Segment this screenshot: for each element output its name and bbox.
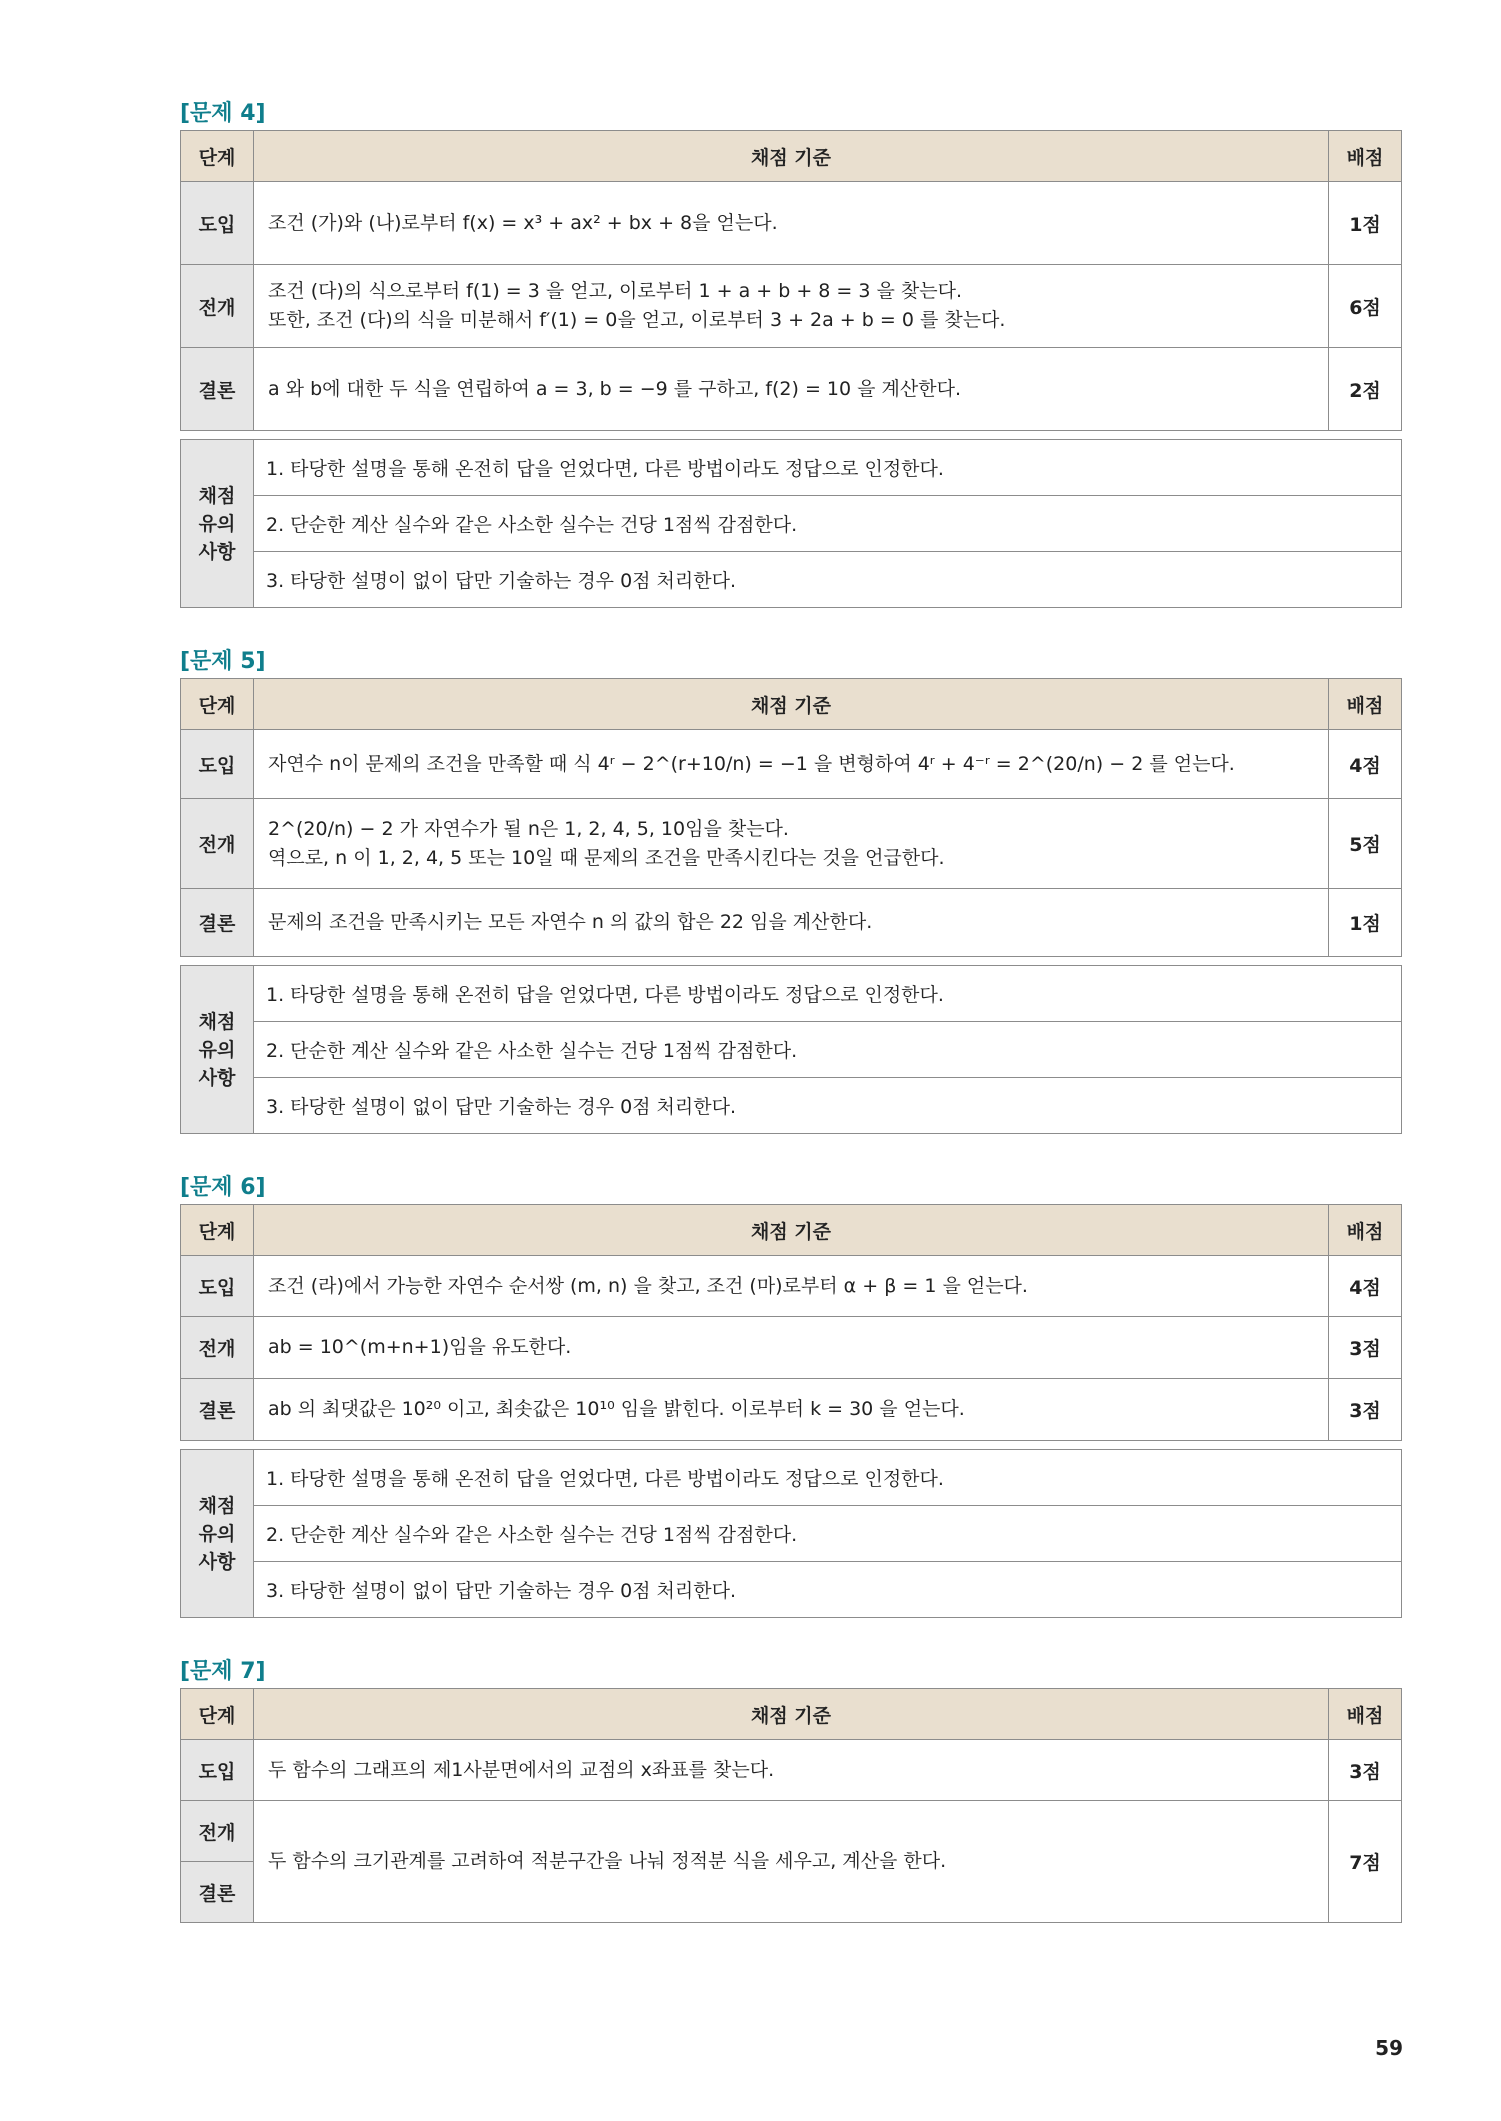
stage-cell: 도입 (181, 182, 254, 265)
stage-header: 단계 (181, 1205, 254, 1256)
criteria-cell (254, 799, 1329, 889)
points-cell: 4점 (1329, 1256, 1402, 1317)
stage-header: 단계 (181, 679, 254, 730)
points-header: 배점 (1329, 131, 1402, 182)
header-row (181, 1689, 1402, 1740)
table-row (181, 1801, 1402, 1862)
problem-title: [문제 4] (180, 101, 266, 126)
notes-head-line: 채점 (198, 484, 236, 507)
criteria-line: ab = 10^(m+n+1)임을 유도한다. (268, 1336, 572, 1358)
criteria-header: 채점 기준 (254, 1205, 1329, 1256)
notes-head (181, 966, 254, 1134)
table-row (181, 799, 1402, 889)
points-cell: 5점 (1329, 799, 1402, 889)
stage-cell: 결론 (181, 1379, 254, 1441)
criteria-table (180, 678, 1402, 957)
header-row (181, 679, 1402, 730)
notes-table (180, 1449, 1402, 1618)
problem-7 (180, 1658, 1402, 1923)
criteria-line: 조건 (라)에서 가능한 자연수 순서쌍 (m, n) 을 찾고, 조건 (마)로부터 α + β = 1 을 얻는다. (268, 1274, 1028, 1297)
notes-head-line: 사항 (198, 1550, 236, 1573)
note-item: 3. 타당한 설명이 없이 답만 기술하는 경우 0점 처리한다. (254, 552, 1402, 608)
notes-head-line: 사항 (198, 1066, 236, 1089)
notes-head-line: 채점 (198, 1494, 236, 1517)
criteria-header: 채점 기준 (254, 131, 1329, 182)
points-cell: 6점 (1329, 265, 1402, 348)
problem-5 (180, 648, 1402, 1134)
stage-header: 단계 (181, 131, 254, 182)
notes-head-line: 사항 (198, 540, 236, 563)
notes-table (180, 439, 1402, 608)
points-header: 배점 (1329, 1205, 1402, 1256)
notes-head-line: 유의 (198, 1038, 236, 1061)
points-cell: 2점 (1329, 348, 1402, 431)
stage-cell: 결론 (181, 889, 254, 957)
table-row (181, 348, 1402, 431)
points-header: 배점 (1329, 679, 1402, 730)
criteria-header: 채점 기준 (254, 1689, 1329, 1740)
points-cell: 1점 (1329, 889, 1402, 957)
notes-head-line: 유의 (198, 512, 236, 535)
notes-head-line: 유의 (198, 1522, 236, 1545)
header-row (181, 131, 1402, 182)
problem-title: [문제 7] (180, 1659, 266, 1684)
page-number: 59 (1375, 2036, 1403, 2060)
points-cell: 3점 (1329, 1740, 1402, 1801)
notes-table (180, 965, 1402, 1134)
table-row (181, 1379, 1402, 1441)
note-item: 1. 타당한 설명을 통해 온전히 답을 얻었다면, 다른 방법이라도 정답으로 인정한다. (254, 966, 1402, 1022)
points-cell: 3점 (1329, 1317, 1402, 1379)
criteria-line: 조건 (가)와 (나)로부터 f(x) = x³ + ax² + bx + 8을 얻는다. (268, 211, 778, 234)
stage-cell: 결론 (181, 348, 254, 431)
points-cell: 3점 (1329, 1379, 1402, 1441)
table-row (181, 889, 1402, 957)
criteria-cell (254, 1379, 1329, 1441)
notes-head (181, 440, 254, 608)
stage-cell: 결론 (181, 1862, 254, 1923)
criteria-cell (254, 730, 1329, 799)
criteria-cell (254, 889, 1329, 957)
notes-head (181, 1450, 254, 1618)
table-row (181, 730, 1402, 799)
criteria-cell (254, 1317, 1329, 1379)
stage-cell: 도입 (181, 1256, 254, 1317)
points-cell: 4점 (1329, 730, 1402, 799)
problem-title: [문제 6] (180, 1175, 266, 1200)
criteria-line: 문제의 조건을 만족시키는 모든 자연수 n 의 값의 합은 22 임을 계산한다. (268, 911, 873, 933)
criteria-table (180, 1688, 1402, 1923)
points-cell: 7점 (1329, 1801, 1402, 1923)
notes-head-line: 채점 (198, 1010, 236, 1033)
note-item: 2. 단순한 계산 실수와 같은 사소한 실수는 건당 1점씩 감점한다. (254, 1022, 1402, 1078)
criteria-line: 또한, 조건 (다)의 식을 미분해서 f′(1) = 0을 얻고, 이로부터 3 + 2a + b = 0 를 찾는다. (268, 309, 1006, 331)
criteria-line: ab 의 최댓값은 10²⁰ 이고, 최솟값은 10¹⁰ 임을 밝힌다. 이로부터 k = 30 을 얻는다. (268, 1398, 965, 1420)
note-item: 3. 타당한 설명이 없이 답만 기술하는 경우 0점 처리한다. (254, 1562, 1402, 1618)
table-row (181, 1317, 1402, 1379)
problem-4 (180, 100, 1402, 608)
header-row (181, 1205, 1402, 1256)
criteria-line: a 와 b에 대한 두 식을 연립하여 a = 3, b = −9 를 구하고, f(2) = 10 을 계산한다. (268, 377, 961, 400)
table-row (181, 182, 1402, 265)
criteria-header: 채점 기준 (254, 679, 1329, 730)
criteria-cell (254, 348, 1329, 431)
criteria-table (180, 130, 1402, 431)
note-item: 3. 타당한 설명이 없이 답만 기술하는 경우 0점 처리한다. (254, 1078, 1402, 1134)
points-header: 배점 (1329, 1689, 1402, 1740)
criteria-cell (254, 182, 1329, 265)
criteria-line: 두 함수의 그래프의 제1사분면에서의 교점의 x좌표를 찾는다. (268, 1758, 775, 1781)
criteria-line: 자연수 n이 문제의 조건을 만족할 때 식 4ʳ − 2^(r+10/n) = −1 을 변형하여 4ʳ + 4⁻ʳ = 2^(20/n) − 2 를 얻는다. (268, 752, 1235, 775)
page (180, 100, 1402, 1963)
criteria-cell (254, 265, 1329, 348)
note-item: 1. 타당한 설명을 통해 온전히 답을 얻었다면, 다른 방법이라도 정답으로 인정한다. (254, 440, 1402, 496)
note-item: 1. 타당한 설명을 통해 온전히 답을 얻었다면, 다른 방법이라도 정답으로 인정한다. (254, 1450, 1402, 1506)
stage-cell: 전개 (181, 1317, 254, 1379)
table-row (181, 1740, 1402, 1801)
stage-cell: 전개 (181, 799, 254, 889)
note-item: 2. 단순한 계산 실수와 같은 사소한 실수는 건당 1점씩 감점한다. (254, 1506, 1402, 1562)
table-row (181, 1256, 1402, 1317)
points-cell: 1점 (1329, 182, 1402, 265)
criteria-cell (254, 1801, 1329, 1923)
criteria-cell (254, 1256, 1329, 1317)
stage-header: 단계 (181, 1689, 254, 1740)
stage-cell: 도입 (181, 1740, 254, 1801)
criteria-line: 조건 (다)의 식으로부터 f(1) = 3 을 얻고, 이로부터 1 + a + b + 8 = 3 을 찾는다. (268, 280, 962, 302)
stage-cell: 전개 (181, 265, 254, 348)
stage-cell: 도입 (181, 730, 254, 799)
criteria-line: 2^(20/n) − 2 가 자연수가 될 n은 1, 2, 4, 5, 10임을 찾는다. (268, 817, 789, 840)
criteria-cell (254, 1740, 1329, 1801)
problem-6 (180, 1174, 1402, 1618)
note-item: 2. 단순한 계산 실수와 같은 사소한 실수는 건당 1점씩 감점한다. (254, 496, 1402, 552)
criteria-line: 역으로, n 이 1, 2, 4, 5 또는 10일 때 문제의 조건을 만족시킨다는 것을 언급한다. (268, 846, 945, 869)
criteria-table (180, 1204, 1402, 1441)
stage-cell: 전개 (181, 1801, 254, 1862)
problem-title: [문제 5] (180, 649, 266, 674)
table-row (181, 265, 1402, 348)
criteria-line: 두 함수의 크기관계를 고려하여 적분구간을 나눠 정적분 식을 세우고, 계산을 한다. (268, 1850, 947, 1872)
